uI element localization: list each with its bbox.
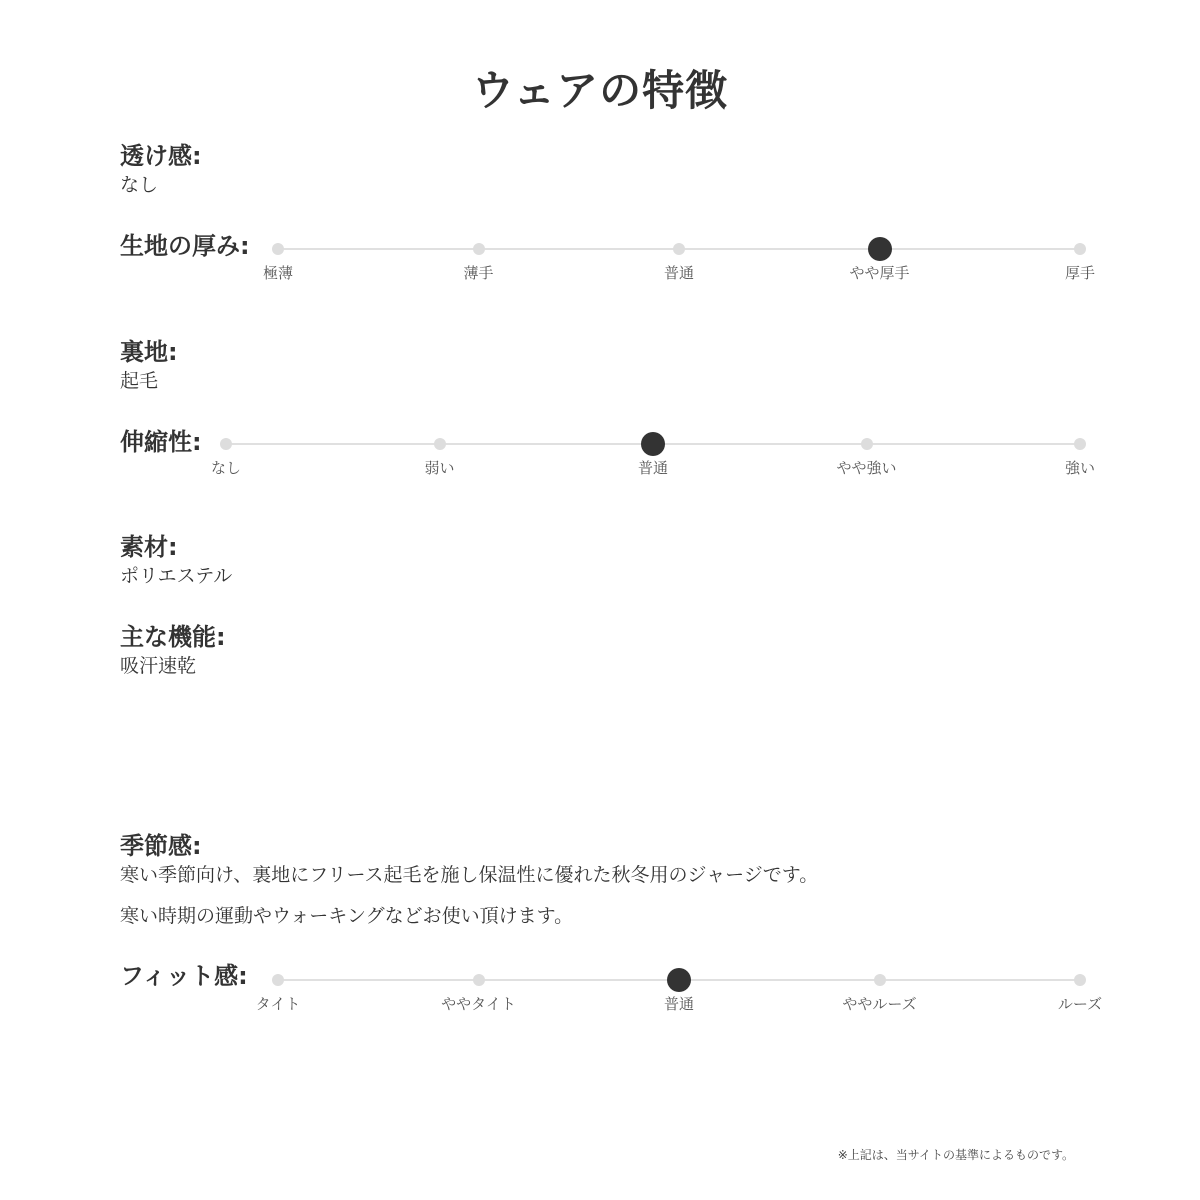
stretch-scale-dot xyxy=(1074,438,1086,450)
thickness-label: 生地の厚み: xyxy=(120,232,250,260)
fit-scale-option-label: タイト xyxy=(255,995,301,1013)
fit-scale-option-label: 普通 xyxy=(663,995,694,1013)
season-description-line-2: 寒い時期の運動やウォーキングなどお使い頂けます。 xyxy=(120,905,574,927)
fit-scale xyxy=(255,971,1103,1031)
fit-scale-option-label: ややルーズ xyxy=(842,995,917,1013)
sheer-label: 透け感: xyxy=(120,142,202,170)
stretch-scale-dot-selected xyxy=(641,432,665,456)
fit-scale-option-label: ややタイト xyxy=(441,995,516,1013)
function-value: 吸汗速乾 xyxy=(120,655,197,677)
stretch-scale-option-label: なし xyxy=(210,459,241,477)
fit-label: フィット感: xyxy=(120,962,248,990)
page-title: ウェアの特徴 xyxy=(471,66,729,115)
stretch-scale-option-label: 弱い xyxy=(424,459,455,477)
thickness-scale-option-label: 極薄 xyxy=(262,264,293,282)
material-label: 素材: xyxy=(120,533,178,561)
function-label: 主な機能: xyxy=(120,623,226,651)
thickness-scale-option-label: 厚手 xyxy=(1064,264,1095,282)
fit-scale-option-label: ルーズ xyxy=(1057,995,1103,1013)
thickness-scale-dot xyxy=(473,243,485,255)
thickness-scale-option-label: 薄手 xyxy=(463,264,494,282)
thickness-scale-dot xyxy=(272,243,284,255)
footnote: ※上記は、当サイトの基準によるものです。 xyxy=(837,1148,1074,1162)
stretch-scale-option-label: やや強い xyxy=(836,459,897,477)
fit-scale-dot xyxy=(473,974,485,986)
lining-label: 裏地: xyxy=(120,338,178,366)
stretch-scale-dot xyxy=(220,438,232,450)
thickness-scale-option-label: やや厚手 xyxy=(849,264,910,282)
thickness-scale-option-label: 普通 xyxy=(663,264,694,282)
fit-scale-dot-selected xyxy=(667,968,691,992)
thickness-scale-dot xyxy=(1074,243,1086,255)
stretch-scale-option-label: 強い xyxy=(1064,459,1095,477)
stretch-scale-dot xyxy=(434,438,446,450)
fit-scale-dot xyxy=(874,974,886,986)
stretch-scale-dot xyxy=(861,438,873,450)
lining-value: 起毛 xyxy=(120,370,159,392)
stretch-scale xyxy=(210,435,1095,495)
stretch-label: 伸縮性: xyxy=(120,428,202,456)
sheer-value: なし xyxy=(120,174,159,196)
season-description-line-1: 寒い季節向け、裏地にフリース起毛を施し保温性に優れた秋冬用のジャージです。 xyxy=(120,864,819,886)
thickness-scale-dot xyxy=(673,243,685,255)
fit-scale-dot xyxy=(272,974,284,986)
fit-scale-dot xyxy=(1074,974,1086,986)
season-label: 季節感: xyxy=(120,832,202,860)
stretch-scale-option-label: 普通 xyxy=(637,459,668,477)
thickness-scale-dot-selected xyxy=(868,237,892,261)
material-value: ポリエステル xyxy=(120,565,233,587)
thickness-scale xyxy=(262,240,1095,300)
